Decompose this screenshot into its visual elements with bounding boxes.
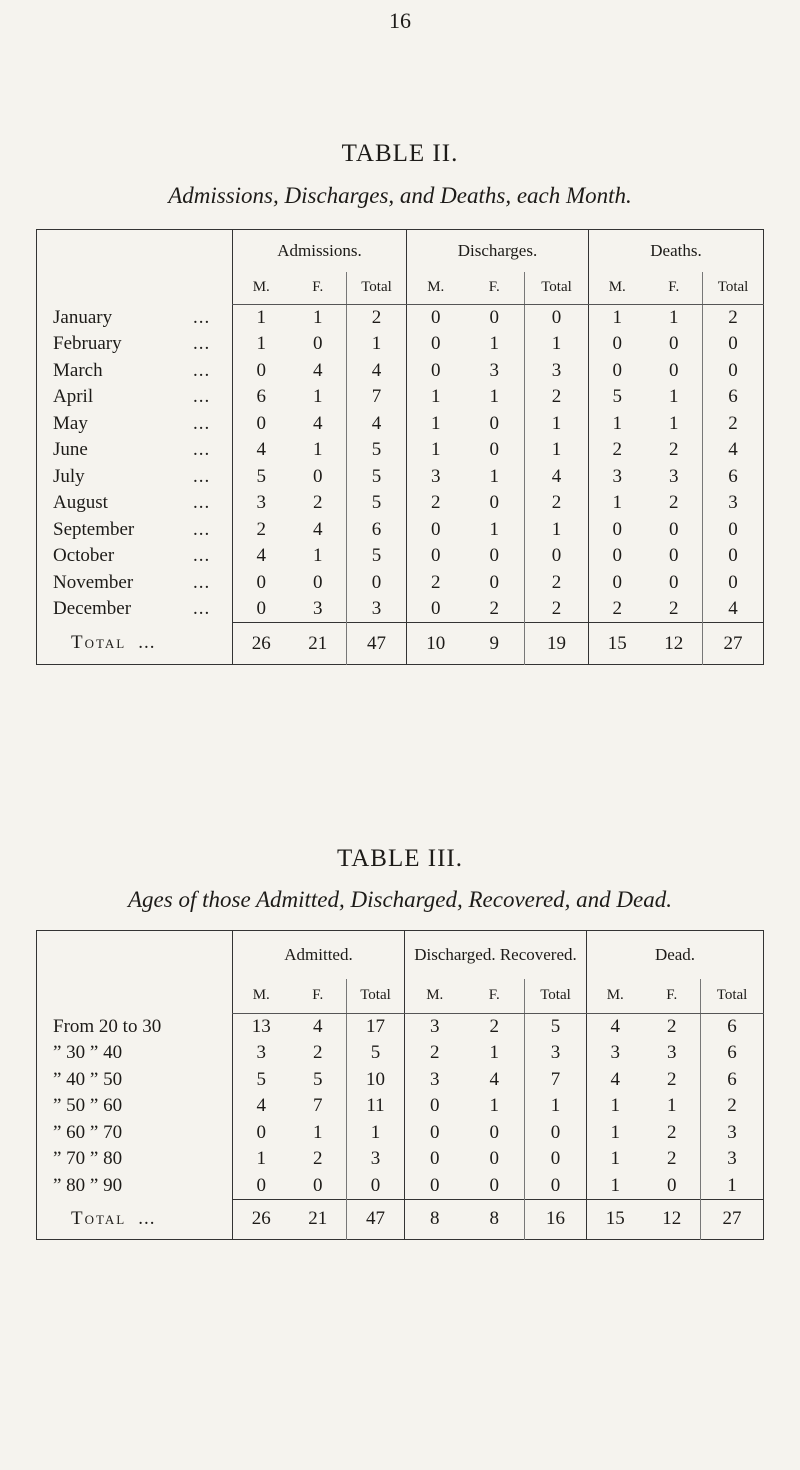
total-value: 21 (290, 623, 347, 665)
cell-value: 4 (587, 1067, 644, 1094)
t3-subheader-f: F. (290, 979, 347, 1014)
table-row (37, 1093, 764, 1120)
row-label (37, 1014, 233, 1041)
cell-value: 2 (703, 411, 764, 438)
row-label-text: ” 30 ” 40 (53, 1042, 123, 1064)
t2-subheader-total: Total (703, 272, 764, 305)
cell-value: 1 (233, 331, 290, 358)
cell-value: 4 (313, 1016, 323, 1037)
cell-value: 1 (233, 305, 290, 332)
cell-value: 2 (667, 1016, 677, 1037)
cell-value: 6 (233, 384, 290, 411)
table2-corner (37, 230, 233, 272)
row-label (37, 411, 233, 438)
cell-value: 2 (233, 517, 290, 544)
cell-value: 5 (233, 1067, 290, 1094)
cell-value: 1 (525, 331, 589, 358)
t3-subheader-f: F. (644, 979, 701, 1014)
cell-value: 2 (405, 1040, 465, 1067)
cell-value: 0 (489, 307, 499, 328)
cell-value: 0 (407, 358, 465, 385)
cell-value: 2 (489, 598, 499, 619)
table3-corner (37, 931, 233, 979)
cell-value: 1 (587, 1173, 644, 1200)
cell-value: 2 (313, 1148, 323, 1170)
cell-value: 3 (667, 1042, 677, 1064)
leader-dots: ... (193, 545, 211, 567)
cell-value: 0 (347, 1173, 405, 1200)
table3-group-dead: Dead. (587, 931, 764, 979)
cell-value: 4 (313, 412, 323, 434)
cell-value: 4 (489, 1068, 499, 1090)
cell-value: 4 (525, 464, 589, 491)
cell-value: 0 (313, 1174, 323, 1196)
table2 (36, 229, 764, 665)
cell-value: 2 (347, 305, 407, 332)
table-row (37, 517, 764, 544)
row-label-text: ” 40 ” 50 (53, 1068, 123, 1090)
table2-group-discharges: Discharges. (407, 230, 589, 272)
leader-dots: ... (193, 439, 211, 461)
cell-value: 2 (525, 596, 589, 623)
cell-value: 0 (703, 543, 764, 570)
cell-value: 0 (669, 545, 679, 567)
table-row (37, 437, 764, 464)
cell-value: 1 (407, 411, 465, 438)
cell-value: 2 (407, 490, 465, 517)
total-row (37, 623, 764, 665)
leader-dots: ... (138, 1207, 156, 1229)
table-row (37, 464, 764, 491)
cell-value: 1 (589, 411, 646, 438)
row-label-text: November (53, 571, 134, 593)
cell-value: 1 (347, 331, 407, 358)
leader-dots: ... (193, 412, 211, 434)
cell-value: 1 (525, 411, 589, 438)
cell-value: 0 (407, 596, 465, 623)
leader-dots: ... (193, 492, 211, 514)
cell-value: 4 (347, 411, 407, 438)
cell-value: 0 (233, 411, 290, 438)
cell-value: 1 (489, 386, 499, 408)
cell-value: 5 (347, 1040, 405, 1067)
cell-value: 1 (489, 333, 499, 355)
leader-dots: ... (193, 465, 211, 487)
cell-value: 0 (233, 596, 290, 623)
cell-value: 0 (233, 1120, 290, 1147)
row-label (37, 331, 233, 358)
row-label (37, 1120, 233, 1147)
cell-value: 2 (667, 1148, 677, 1170)
cell-value: 2 (589, 437, 646, 464)
table-row (37, 1173, 764, 1200)
row-label-text: May (53, 412, 88, 434)
cell-value: 3 (347, 596, 407, 623)
row-label-text: August (53, 492, 108, 514)
leader-dots: ... (193, 386, 211, 408)
row-label-text: June (53, 439, 88, 461)
cell-value: 0 (407, 331, 465, 358)
row-label-text: ” 50 ” 60 (53, 1095, 123, 1117)
total-value: 26 (233, 623, 290, 665)
cell-value: 0 (589, 517, 646, 544)
cell-value: 3 (525, 358, 589, 385)
cell-value: 1 (347, 1120, 405, 1147)
cell-value: 5 (347, 464, 407, 491)
t3-subheader-m: M. (233, 979, 290, 1014)
cell-value: 0 (313, 571, 323, 593)
cell-value: 2 (525, 490, 589, 517)
row-label (37, 1173, 233, 1200)
cell-value: 2 (525, 570, 589, 597)
cell-value: 2 (667, 1121, 677, 1143)
row-label (37, 570, 233, 597)
cell-value: 7 (313, 1095, 323, 1117)
cell-value: 0 (669, 333, 679, 355)
cell-value: 0 (405, 1120, 465, 1147)
cell-value: 3 (701, 1146, 764, 1173)
cell-value: 1 (669, 307, 679, 328)
cell-value: 3 (233, 490, 290, 517)
table-row (37, 1120, 764, 1147)
row-label-text: ” 60 ” 70 (53, 1121, 123, 1143)
cell-value: 1 (525, 517, 589, 544)
cell-value: 2 (701, 1093, 764, 1120)
cell-value: 0 (233, 358, 290, 385)
cell-value: 0 (589, 358, 646, 385)
cell-value: 2 (669, 492, 679, 514)
cell-value: 4 (313, 518, 323, 540)
row-label (37, 384, 233, 411)
cell-value: 0 (669, 359, 679, 381)
cell-value: 6 (703, 384, 764, 411)
t2-subheader-m: M. (407, 272, 465, 305)
row-label-text: February (53, 333, 122, 355)
cell-value: 7 (347, 384, 407, 411)
cell-value: 3 (347, 1146, 405, 1173)
table-row (37, 596, 764, 623)
row-label (37, 464, 233, 491)
cell-value: 3 (587, 1040, 644, 1067)
row-label-text: July (53, 465, 85, 487)
t2-subheader-f: F. (465, 272, 525, 305)
t3-subheader-total: Total (701, 979, 764, 1014)
cell-value: 3 (313, 598, 323, 619)
cell-value: 0 (525, 1146, 587, 1173)
table-row (37, 384, 764, 411)
row-label-text: ” 80 ” 90 (53, 1174, 123, 1196)
cell-value: 13 (233, 1014, 290, 1041)
row-label (37, 1146, 233, 1173)
t2-subheader-f: F. (290, 272, 347, 305)
table2-caption: Admissions, Discharges, and Deaths, each Month. (168, 183, 632, 208)
cell-value: 1 (313, 545, 323, 567)
cell-value: 7 (525, 1067, 587, 1094)
cell-value: 0 (489, 412, 499, 434)
cell-value: 1 (489, 1042, 499, 1064)
table3 (36, 930, 764, 1240)
cell-value: 1 (589, 490, 646, 517)
cell-value: 0 (589, 331, 646, 358)
cell-value: 1 (587, 1120, 644, 1147)
total-value: 47 (347, 1199, 405, 1239)
row-label-text: January (53, 306, 113, 328)
table2-heading: TABLE II. (341, 140, 459, 167)
cell-value: 0 (407, 543, 465, 570)
cell-value: 4 (587, 1014, 644, 1041)
cell-value: 0 (525, 305, 589, 332)
cell-value: 2 (489, 1016, 499, 1037)
t2-subheader-f: F. (646, 272, 703, 305)
row-label-text: September (53, 518, 135, 540)
row-label (37, 358, 233, 385)
leader-dots: ... (193, 333, 211, 355)
cell-value: 11 (347, 1093, 405, 1120)
row-label-text: March (53, 359, 103, 381)
cell-value: 4 (233, 437, 290, 464)
cell-value: 0 (489, 571, 499, 593)
t2-subheader-m: M. (233, 272, 290, 305)
t2-subheader-total: Total (347, 272, 407, 305)
cell-value: 1 (587, 1093, 644, 1120)
total-value: 12 (646, 623, 703, 665)
total-value: 19 (525, 623, 589, 665)
row-label (37, 437, 233, 464)
cell-value: 0 (405, 1146, 465, 1173)
total-value: 8 (465, 1199, 525, 1239)
cell-value: 5 (347, 437, 407, 464)
cell-value: 1 (525, 437, 589, 464)
cell-value: 1 (313, 307, 323, 328)
cell-value: 3 (405, 1067, 465, 1094)
cell-value: 3 (703, 490, 764, 517)
cell-value: 10 (347, 1067, 405, 1094)
cell-value: 1 (669, 412, 679, 434)
total-value: 26 (233, 1199, 290, 1239)
total-value: 47 (347, 623, 407, 665)
table-row (37, 358, 764, 385)
leader-dots: ... (193, 359, 211, 381)
leader-dots: ... (193, 571, 211, 593)
cell-value: 3 (589, 464, 646, 491)
cell-value: 3 (525, 1040, 587, 1067)
cell-value: 1 (313, 439, 323, 461)
t3-subheader-f: F. (465, 979, 525, 1014)
cell-value: 3 (405, 1014, 465, 1041)
leader-dots: ... (193, 518, 211, 540)
t3-subheader-m: M. (405, 979, 465, 1014)
total-value: 21 (290, 1199, 347, 1239)
cell-value: 0 (489, 1148, 499, 1170)
cell-value: 4 (233, 543, 290, 570)
cell-value: 5 (347, 490, 407, 517)
table-row (37, 490, 764, 517)
cell-value: 0 (703, 517, 764, 544)
cell-value: 4 (347, 358, 407, 385)
cell-value: 0 (233, 570, 290, 597)
cell-value: 0 (669, 518, 679, 540)
cell-value: 17 (347, 1014, 405, 1041)
cell-value: 3 (233, 1040, 290, 1067)
cell-value: 4 (313, 359, 323, 381)
total-label-text: Total (71, 632, 127, 654)
t3-subheader-m: M. (587, 979, 644, 1014)
row-label (37, 543, 233, 570)
table-row (37, 1067, 764, 1094)
cell-value: 0 (489, 492, 499, 514)
cell-value: 4 (233, 1093, 290, 1120)
total-value: 8 (405, 1199, 465, 1239)
row-label (37, 596, 233, 623)
cell-value: 5 (347, 543, 407, 570)
cell-value: 0 (703, 358, 764, 385)
cell-value: 4 (703, 437, 764, 464)
row-label (37, 1093, 233, 1120)
cell-value: 2 (669, 439, 679, 461)
total-value: 15 (587, 1199, 644, 1239)
table3-caption: Ages of those Admitted, Discharged, Recovered, and Dead. (128, 887, 672, 912)
total-value: 10 (407, 623, 465, 665)
cell-value: 1 (489, 518, 499, 540)
cell-value: 0 (489, 545, 499, 567)
cell-value: 0 (525, 1173, 587, 1200)
row-label-text: ” 70 ” 80 (53, 1148, 123, 1170)
cell-value: 3 (489, 359, 499, 381)
row-label-text: December (53, 598, 132, 620)
cell-value: 3 (407, 464, 465, 491)
cell-value: 1 (233, 1146, 290, 1173)
cell-value: 1 (701, 1173, 764, 1200)
cell-value: 3 (669, 465, 679, 487)
cell-value: 1 (489, 465, 499, 487)
cell-value: 1 (313, 1121, 323, 1143)
leader-dots: ... (193, 306, 211, 328)
cell-value: 0 (347, 570, 407, 597)
cell-value: 0 (405, 1093, 465, 1120)
cell-value: 2 (525, 384, 589, 411)
cell-value: 6 (701, 1040, 764, 1067)
leader-dots: ... (138, 632, 156, 654)
table2-group-admissions: Admissions. (233, 230, 407, 272)
cell-value: 6 (703, 464, 764, 491)
table-row (37, 331, 764, 358)
cell-value: 0 (405, 1173, 465, 1200)
table-row (37, 1040, 764, 1067)
page-number: 16 (389, 8, 411, 33)
cell-value: 1 (667, 1095, 677, 1117)
row-label (37, 517, 233, 544)
table3-group-admitted: Admitted. (233, 931, 405, 979)
cell-value: 2 (589, 596, 646, 623)
cell-value: 0 (589, 570, 646, 597)
cell-value: 2 (669, 598, 679, 619)
total-value: 9 (465, 623, 525, 665)
table-row (37, 1146, 764, 1173)
table-row (37, 1014, 764, 1041)
t3-subheader-total: Total (525, 979, 587, 1014)
row-label (37, 1040, 233, 1067)
total-label (37, 623, 233, 665)
total-label (37, 1199, 233, 1239)
cell-value: 2 (407, 570, 465, 597)
leader-dots: ... (193, 598, 211, 620)
cell-value: 4 (703, 596, 764, 623)
cell-value: 0 (489, 1174, 499, 1196)
cell-value: 1 (525, 1093, 587, 1120)
cell-value: 1 (589, 305, 646, 332)
cell-value: 1 (313, 386, 323, 408)
cell-value: 1 (669, 386, 679, 408)
cell-value: 1 (587, 1146, 644, 1173)
cell-value: 5 (313, 1068, 323, 1090)
cell-value: 0 (667, 1174, 677, 1196)
cell-value: 0 (703, 331, 764, 358)
cell-value: 0 (313, 465, 323, 487)
table-row (37, 411, 764, 438)
row-label-text: April (53, 386, 94, 408)
row-label (37, 490, 233, 517)
table2-group-deaths: Deaths. (589, 230, 764, 272)
cell-value: 2 (703, 305, 764, 332)
cell-value: 1 (489, 1095, 499, 1117)
cell-value: 0 (525, 543, 589, 570)
cell-value: 2 (313, 1042, 323, 1064)
cell-value: 6 (701, 1067, 764, 1094)
table-row (37, 543, 764, 570)
total-value: 12 (644, 1199, 701, 1239)
row-label (37, 1067, 233, 1094)
total-value: 27 (703, 623, 764, 665)
t2-subheader-total: Total (525, 272, 589, 305)
total-row (37, 1199, 764, 1239)
cell-value: 2 (667, 1068, 677, 1090)
table3-heading: TABLE III. (336, 845, 463, 872)
cell-value: 6 (347, 517, 407, 544)
row-label (37, 305, 233, 332)
row-label-text: October (53, 545, 115, 567)
cell-value: 6 (701, 1014, 764, 1041)
cell-value: 1 (407, 384, 465, 411)
t2-subheader-m: M. (589, 272, 646, 305)
cell-value: 5 (525, 1014, 587, 1041)
cell-value: 3 (701, 1120, 764, 1147)
total-value: 27 (701, 1199, 764, 1239)
total-label-text: Total (71, 1207, 127, 1229)
cell-value: 5 (233, 464, 290, 491)
cell-value: 0 (407, 305, 465, 332)
cell-value: 2 (313, 492, 323, 514)
table-row (37, 570, 764, 597)
cell-value: 5 (589, 384, 646, 411)
total-value: 16 (525, 1199, 587, 1239)
cell-value: 1 (407, 437, 465, 464)
table3-group-discharged-recovered: Discharged. Recovered. (405, 931, 587, 979)
cell-value: 0 (589, 543, 646, 570)
cell-value: 0 (233, 1173, 290, 1200)
cell-value: 0 (489, 1121, 499, 1143)
row-label-text: From 20 to 30 (53, 1015, 162, 1037)
cell-value: 0 (525, 1120, 587, 1147)
t3-subheader-total: Total (347, 979, 405, 1014)
cell-value: 0 (407, 517, 465, 544)
cell-value: 0 (489, 439, 499, 461)
table-row (37, 305, 764, 332)
cell-value: 0 (313, 333, 323, 355)
total-value: 15 (589, 623, 646, 665)
cell-value: 0 (669, 571, 679, 593)
cell-value: 0 (703, 570, 764, 597)
